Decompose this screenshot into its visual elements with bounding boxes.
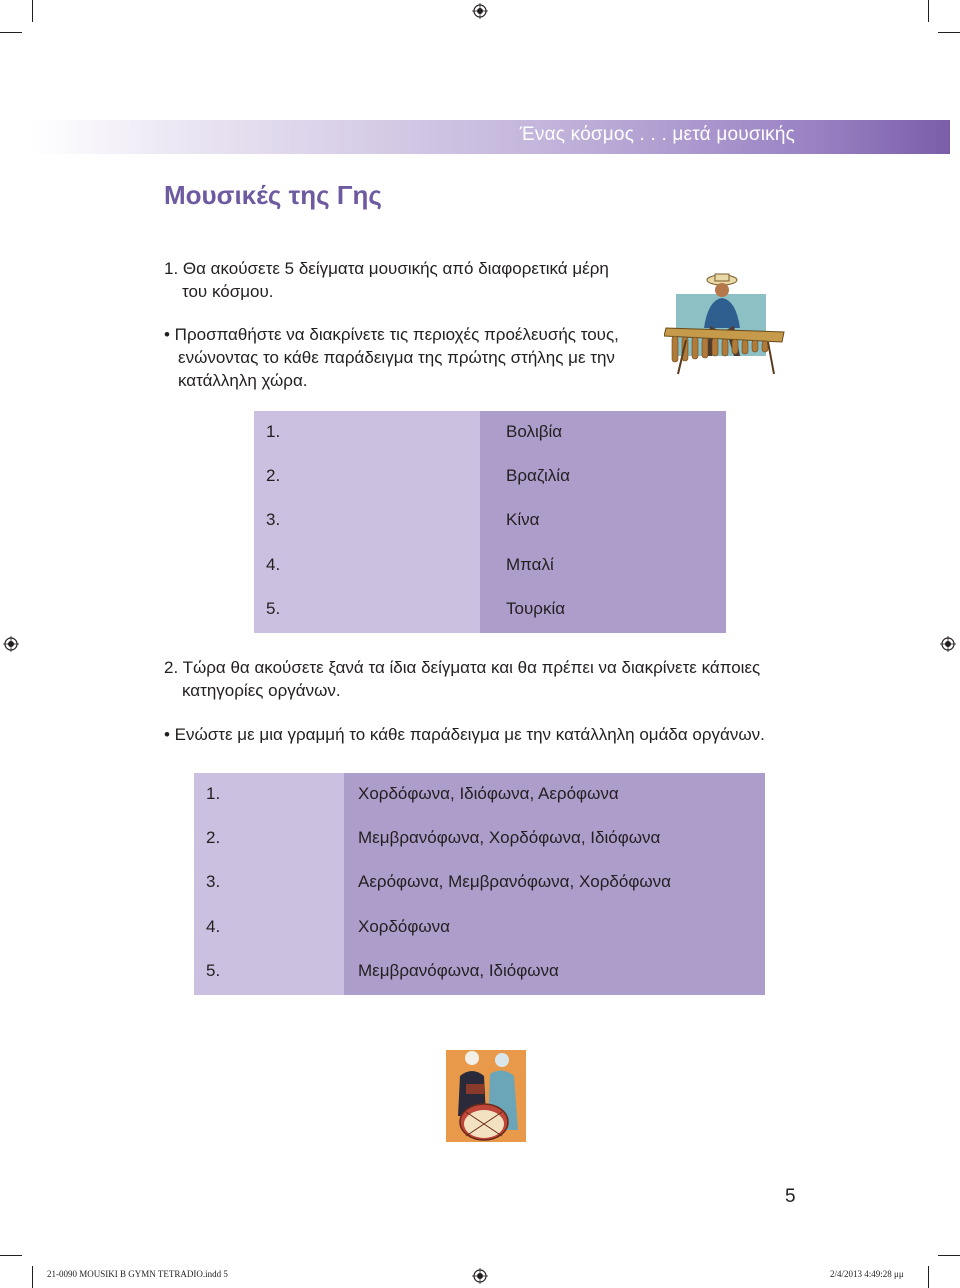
crop-mark bbox=[938, 32, 960, 33]
table2-group: Χορδόφωνα, Ιδιόφωνα, Αερόφωνα bbox=[358, 784, 619, 803]
exercise1-bullet-line1: • Προσπαθήστε να διακρίνετε τις περιοχές προέλευσής τους, bbox=[164, 325, 619, 344]
running-title: Ένας κόσμος . . . μετά μουσικής bbox=[519, 124, 795, 145]
crop-mark bbox=[0, 1255, 22, 1256]
footer-timestamp: 2/4/2013 4:49:28 μμ bbox=[830, 1269, 904, 1279]
marimba-player-illustration bbox=[664, 270, 788, 380]
table2-group: Αερόφωνα, Μεμβρανόφωνα, Χορδόφωνα bbox=[358, 872, 671, 891]
exercise2-line1: 2. Τώρα θα ακούσετε ξανά τα ίδια δείγματα και θα πρέπει να διακρίνετε κάποιες bbox=[164, 658, 761, 677]
table2-number: 1. bbox=[206, 784, 221, 803]
table2-number: 3. bbox=[206, 872, 221, 891]
page-number: 5 bbox=[785, 1186, 796, 1207]
exercise2-line2: κατηγορίες οργάνων. bbox=[182, 681, 341, 700]
table1-country: Κίνα bbox=[506, 510, 540, 529]
crop-mark bbox=[938, 1255, 960, 1256]
table2-group: Μεμβρανόφωνα, Ιδιόφωνα bbox=[358, 961, 559, 980]
crop-mark bbox=[0, 32, 22, 33]
table2-group: Χορδόφωνα bbox=[358, 917, 451, 936]
exercise1-bullet-line3: κατάλληλη χώρα. bbox=[178, 371, 308, 390]
table1-number: 4. bbox=[266, 555, 281, 574]
table1-number: 5. bbox=[266, 599, 281, 618]
registration-mark-icon bbox=[472, 1268, 488, 1284]
drummers-illustration bbox=[444, 1046, 528, 1146]
table1-numbers-column bbox=[254, 411, 480, 633]
table1-number: 2. bbox=[266, 466, 281, 485]
crop-mark bbox=[32, 0, 33, 22]
table2-number: 2. bbox=[206, 828, 221, 847]
crop-mark bbox=[928, 1266, 929, 1288]
table1-number: 1. bbox=[266, 422, 281, 441]
exercise1-bullet-line2: ενώνοντας το κάθε παράδειγμα της πρώτης στήλης με την bbox=[178, 348, 615, 367]
registration-mark-icon bbox=[472, 3, 488, 19]
page-title: Μουσικές της Γης bbox=[164, 180, 382, 210]
exercise2-bullet-line1: • Ενώστε με μια γραμμή το κάθε παράδειγμα με την κατάλληλη ομάδα οργάνων. bbox=[164, 725, 765, 744]
table1-number: 3. bbox=[266, 510, 281, 529]
table2-group: Μεμβρανόφωνα, Χορδόφωνα, Ιδιόφωνα bbox=[358, 828, 661, 847]
table1-country: Βολιβία bbox=[506, 422, 563, 441]
footer-file-name: 21-0090 MOUSIKI B GYMN TETRADIO.indd 5 bbox=[47, 1269, 228, 1279]
crop-mark bbox=[928, 0, 929, 22]
table1-country: Τουρκία bbox=[506, 599, 566, 618]
exercise1-line2: του κόσμου. bbox=[182, 282, 274, 301]
exercise1-line1: 1. Θα ακούσετε 5 δείγματα μουσικής από διαφορετικά μέρη bbox=[164, 259, 609, 278]
table2-number: 4. bbox=[206, 917, 221, 936]
registration-mark-icon bbox=[3, 636, 19, 652]
crop-mark bbox=[32, 1266, 33, 1288]
registration-mark-icon bbox=[940, 636, 956, 652]
table1-country: Βραζιλία bbox=[506, 466, 570, 485]
table1-country: Μπαλί bbox=[506, 555, 554, 574]
header-band bbox=[30, 120, 950, 154]
table2-number: 5. bbox=[206, 961, 221, 980]
